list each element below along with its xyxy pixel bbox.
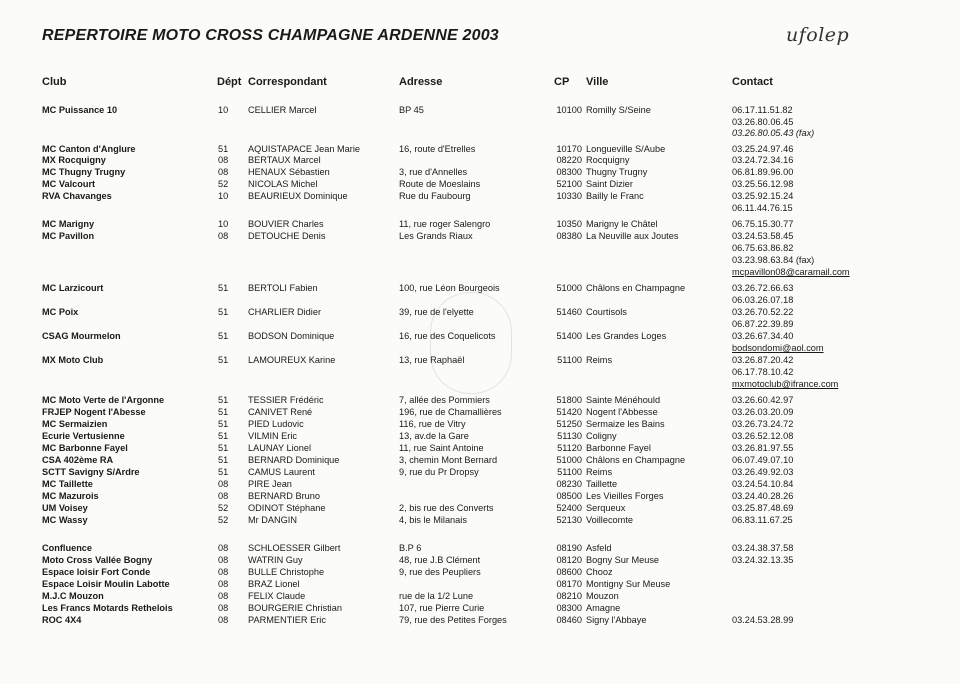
- address: 11, rue roger Salengro: [399, 219, 491, 229]
- postal-code: 10350: [556, 219, 582, 229]
- table-row: [0, 117, 960, 128]
- dept-code: 51: [218, 455, 229, 465]
- table-row: [0, 367, 960, 378]
- postal-code: 51420: [556, 407, 582, 417]
- address: 100, rue Léon Bourgeois: [399, 283, 500, 293]
- correspondant-name: BERNARD Dominique: [248, 455, 340, 465]
- postal-code: 08460: [556, 615, 582, 625]
- club-name: SCTT Savigny S/Ardre: [42, 467, 140, 477]
- contact-info: 03.26.52.12.08: [732, 431, 794, 441]
- club-name: FRJEP Nogent l'Abesse: [42, 407, 146, 417]
- header-adresse: Adresse: [399, 76, 443, 88]
- dept-code: 08: [218, 591, 229, 601]
- dept-code: 08: [218, 543, 229, 553]
- correspondant-name: BERTOLI Fabien: [248, 283, 318, 293]
- city: Taillette: [586, 479, 618, 489]
- city: Marigny le Châtel: [586, 219, 658, 229]
- club-name: MC Sermaizien: [42, 419, 108, 429]
- table-row: [0, 491, 960, 502]
- city: Serqueux: [586, 503, 626, 513]
- contact-info: 06.75.15.30.77: [732, 219, 794, 229]
- table-row: [0, 591, 960, 602]
- dept-code: 51: [218, 355, 229, 365]
- table-row: [0, 219, 960, 230]
- table-row: [0, 331, 960, 342]
- correspondant-name: BERTAUX Marcel: [248, 155, 321, 165]
- city: Montigny Sur Meuse: [586, 579, 671, 589]
- city: Coligny: [586, 431, 617, 441]
- postal-code: 51000: [556, 283, 582, 293]
- city: Les Vieilles Forges: [586, 491, 664, 501]
- address: 116, rue de Vitry: [399, 419, 466, 429]
- city: Reims: [586, 355, 613, 365]
- correspondant-name: BOUVIER Charles: [248, 219, 324, 229]
- postal-code: 08210: [556, 591, 582, 601]
- club-name: Espace loisir Fort Conde: [42, 567, 151, 577]
- contact-info: bodsondomi@aol.com: [732, 343, 824, 353]
- table-row: [0, 515, 960, 526]
- correspondant-name: ODINOT Stéphane: [248, 503, 326, 513]
- address: 48, rue J.B Clément: [399, 555, 481, 565]
- dept-code: 51: [218, 467, 229, 477]
- contact-info: 03.25.92.15.24: [732, 191, 794, 201]
- city: Nogent l'Abbesse: [586, 407, 658, 417]
- city: La Neuville aux Joutes: [586, 231, 679, 241]
- table-row: [0, 455, 960, 466]
- correspondant-name: WATRIN Guy: [248, 555, 303, 565]
- postal-code: 51130: [557, 431, 582, 441]
- address: B.P 6: [399, 543, 422, 553]
- table-row: [0, 105, 960, 116]
- dept-code: 52: [218, 179, 229, 189]
- postal-code: 10100: [556, 105, 582, 115]
- correspondant-name: BEAURIEUX Dominique: [248, 191, 348, 201]
- dept-code: 08: [218, 155, 229, 165]
- postal-code: 08600: [556, 567, 582, 577]
- city: Mouzon: [586, 591, 619, 601]
- postal-code: 10170: [556, 144, 582, 154]
- dept-code: 51: [218, 307, 229, 317]
- postal-code: 08120: [556, 555, 582, 565]
- city: Saint Dizier: [586, 179, 633, 189]
- dept-code: 08: [218, 231, 229, 241]
- table-row: [0, 503, 960, 514]
- city: Voillecomte: [586, 515, 633, 525]
- club-name: ROC 4X4: [42, 615, 82, 625]
- contact-info: mcpavillon08@caramail.com: [732, 267, 850, 277]
- contact-info: 06.17.78.10.42: [732, 367, 794, 377]
- postal-code: 08380: [556, 231, 582, 241]
- club-name: Ecurie Vertusienne: [42, 431, 125, 441]
- contact-info: mxmotoclub@ifrance.com: [732, 379, 839, 389]
- header-ville: Ville: [586, 76, 609, 88]
- contact-info: 03.24.53.28.99: [732, 615, 794, 625]
- contact-info: 06.03.26.07.18: [732, 295, 794, 305]
- dept-code: 08: [218, 479, 229, 489]
- contact-info: 03.26.72.66.63: [732, 283, 794, 293]
- postal-code: 08300: [556, 603, 582, 613]
- dept-code: 08: [218, 579, 229, 589]
- table-row: [0, 179, 960, 190]
- header-correspondant: Correspondant: [248, 76, 327, 88]
- correspondant-name: BODSON Dominique: [248, 331, 335, 341]
- table-row: [0, 155, 960, 166]
- club-name: MC Barbonne Fayel: [42, 443, 128, 453]
- contact-info: 03.24.40.28.26: [732, 491, 794, 501]
- address: 107, rue Pierre Curie: [399, 603, 485, 613]
- postal-code: 51000: [556, 455, 582, 465]
- postal-code: 51250: [556, 419, 582, 429]
- city: Sainte Ménéhould: [586, 395, 661, 405]
- dept-code: 51: [218, 431, 229, 441]
- correspondant-name: VILMIN Eric: [248, 431, 298, 441]
- dept-code: 10: [218, 219, 229, 229]
- club-name: MC Pavillon: [42, 231, 95, 241]
- contact-info: 06.75.63.86.82: [732, 243, 794, 253]
- city: Romilly S/Seine: [586, 105, 651, 115]
- club-name: MC Canton d'Anglure: [42, 144, 136, 154]
- club-name: MC Moto Verte de l'Argonne: [42, 395, 165, 405]
- club-name: MC Mazurois: [42, 491, 99, 501]
- address: 16, route d'Etrelles: [399, 144, 476, 154]
- ufolep-logo: ufolep: [786, 24, 850, 46]
- city: Reims: [586, 467, 613, 477]
- table-row: [0, 243, 960, 254]
- table-row: [0, 203, 960, 214]
- correspondant-name: PIED Ludovic: [248, 419, 304, 429]
- contact-info: 03.26.49.92.03: [732, 467, 794, 477]
- table-row: [0, 355, 960, 366]
- postal-code: 51460: [556, 307, 582, 317]
- contact-info: 03.24.32.13.35: [732, 555, 794, 565]
- address: 16, rue des Coquelicots: [399, 331, 496, 341]
- correspondant-name: LAMOUREUX Karine: [248, 355, 336, 365]
- dept-code: 08: [218, 555, 229, 565]
- city: Signy l'Abbaye: [586, 615, 647, 625]
- address: 79, rue des Petites Forges: [399, 615, 507, 625]
- postal-code: 51120: [557, 443, 582, 453]
- postal-code: 08300: [556, 167, 582, 177]
- contact-info: 03.26.87.20.42: [732, 355, 794, 365]
- city: Asfeld: [586, 543, 612, 553]
- correspondant-name: BOURGERIE Christian: [248, 603, 342, 613]
- club-name: MC Taillette: [42, 479, 93, 489]
- postal-code: 08220: [556, 155, 582, 165]
- table-row: [0, 255, 960, 266]
- address: 3, chemin Mont Bernard: [399, 455, 498, 465]
- postal-code: 52100: [556, 179, 582, 189]
- correspondant-name: CHARLIER Didier: [248, 307, 322, 317]
- correspondant-name: CAMUS Laurent: [248, 467, 315, 477]
- contact-info: 03.24.54.10.84: [732, 479, 794, 489]
- address: Les Grands Riaux: [399, 231, 473, 241]
- header-contact: Contact: [732, 76, 773, 88]
- club-name: UM Voisey: [42, 503, 88, 513]
- contact-info: 03.26.81.97.55: [732, 443, 794, 453]
- table-row: [0, 283, 960, 294]
- address: rue de la 1/2 Lune: [399, 591, 474, 601]
- address: 13, rue Raphaël: [399, 355, 465, 365]
- correspondant-name: CELLIER Marcel: [248, 105, 317, 115]
- contact-info: 03.25.24.97.46: [732, 144, 794, 154]
- club-name: MC Valcourt: [42, 179, 96, 189]
- dept-code: 51: [218, 395, 229, 405]
- address: 9, rue du Pr Dropsy: [399, 467, 479, 477]
- table-row: [0, 395, 960, 406]
- table-row: [0, 407, 960, 418]
- club-name: MC Marigny: [42, 219, 95, 229]
- contact-info: 03.24.53.58.45: [732, 231, 794, 241]
- contact-info: 03.26.70.52.22: [732, 307, 794, 317]
- dept-code: 51: [218, 407, 229, 417]
- table-row: [0, 128, 960, 139]
- dept-code: 08: [218, 615, 229, 625]
- correspondant-name: NICOLAS Michel: [248, 179, 318, 189]
- postal-code: 10330: [556, 191, 582, 201]
- contact-info: 03.26.80.05.43 (fax): [732, 128, 815, 138]
- document-title: REPERTOIRE MOTO CROSS CHAMPAGNE ARDENNE 2003: [42, 27, 499, 44]
- contact-info: 03.24.38.37.58: [732, 543, 794, 553]
- table-row: [0, 603, 960, 614]
- club-name: Les Francs Motards Rethelois: [42, 603, 173, 613]
- contact-info: 03.24.72.34.16: [732, 155, 794, 165]
- correspondant-name: Mr DANGIN: [248, 515, 297, 525]
- address: Rue du Faubourg: [399, 191, 471, 201]
- address: 196, rue de Chamallières: [399, 407, 502, 417]
- city: Rocquigny: [586, 155, 630, 165]
- city: Châlons en Champagne: [586, 455, 686, 465]
- address: 9, rue des Peupliers: [399, 567, 481, 577]
- dept-code: 10: [218, 105, 229, 115]
- table-row: [0, 167, 960, 178]
- city: Longueville S/Aube: [586, 144, 666, 154]
- address: 13, av.de la Gare: [399, 431, 469, 441]
- postal-code: 08190: [556, 543, 582, 553]
- city: Chooz: [586, 567, 613, 577]
- postal-code: 51100: [557, 355, 582, 365]
- club-name: MC Thugny Trugny: [42, 167, 126, 177]
- correspondant-name: PIRE Jean: [248, 479, 292, 489]
- club-name: MX Rocquigny: [42, 155, 106, 165]
- correspondant-name: CANIVET René: [248, 407, 313, 417]
- club-name: RVA Chavanges: [42, 191, 112, 201]
- correspondant-name: TESSIER Frédéric: [248, 395, 324, 405]
- table-row: [0, 379, 960, 390]
- postal-code: 08170: [556, 579, 582, 589]
- table-row: [0, 567, 960, 578]
- contact-info: 03.23.98.63.84 (fax): [732, 255, 815, 265]
- postal-code: 52400: [556, 503, 582, 513]
- contact-info: 03.26.73.24.72: [732, 419, 794, 429]
- address: 11, rue Saint Antoine: [399, 443, 484, 453]
- correspondant-name: BERNARD Bruno: [248, 491, 320, 501]
- dept-code: 51: [218, 443, 229, 453]
- table-row: [0, 555, 960, 566]
- dept-code: 51: [218, 283, 229, 293]
- table-row: [0, 579, 960, 590]
- contact-info: 03.26.03.20.09: [732, 407, 794, 417]
- contact-info: 03.25.87.48.69: [732, 503, 794, 513]
- city: Bogny Sur Meuse: [586, 555, 660, 565]
- address: 3, rue d'Annelles: [399, 167, 468, 177]
- dept-code: 52: [218, 503, 229, 513]
- dept-code: 51: [218, 144, 229, 154]
- contact-info: 06.87.22.39.89: [732, 319, 794, 329]
- contact-info: 03.26.60.42.97: [732, 395, 794, 405]
- postal-code: 52130: [556, 515, 582, 525]
- contact-info: 03.25.56.12.98: [732, 179, 794, 189]
- table-row: [0, 479, 960, 490]
- correspondant-name: AQUISTAPACE Jean Marie: [248, 144, 360, 154]
- city: Châlons en Champagne: [586, 283, 686, 293]
- club-name: Espace Loisir Moulin Labotte: [42, 579, 170, 589]
- club-name: MC Puissance 10: [42, 105, 118, 115]
- city: Sermaize les Bains: [586, 419, 665, 429]
- club-name: CSAG Mourmelon: [42, 331, 121, 341]
- contact-info: 03.26.80.06.45: [732, 117, 794, 127]
- correspondant-name: FELIX Claude: [248, 591, 306, 601]
- header-club: Club: [42, 76, 67, 88]
- dept-code: 51: [218, 419, 229, 429]
- table-row: [0, 231, 960, 242]
- contact-info: 06.07.49.07.10: [732, 455, 794, 465]
- table-row: [0, 343, 960, 354]
- dept-code: 52: [218, 515, 229, 525]
- dept-code: 08: [218, 167, 229, 177]
- correspondant-name: BRAZ Lionel: [248, 579, 300, 589]
- correspondant-name: DETOUCHE Denis: [248, 231, 326, 241]
- club-name: MC Larzicourt: [42, 283, 104, 293]
- table-row: [0, 419, 960, 430]
- dept-code: 51: [218, 331, 229, 341]
- address: 39, rue de l'elyette: [399, 307, 474, 317]
- city: Amagne: [586, 603, 621, 613]
- table-row: [0, 191, 960, 202]
- table-row: [0, 144, 960, 155]
- address: 7, allée des Pommiers: [399, 395, 490, 405]
- club-name: CSA 402ème RA: [42, 455, 114, 465]
- club-name: MC Poix: [42, 307, 79, 317]
- contact-info: 06.17.11.51.82: [732, 105, 793, 115]
- club-name: Moto Cross Vallée Bogny: [42, 555, 153, 565]
- correspondant-name: LAUNAY Lionel: [248, 443, 311, 453]
- correspondant-name: SCHLOESSER Gilbert: [248, 543, 341, 553]
- correspondant-name: PARMENTIER Eric: [248, 615, 326, 625]
- address: 2, bis rue des Converts: [399, 503, 494, 513]
- table-row: [0, 615, 960, 626]
- club-name: MX Moto Club: [42, 355, 104, 365]
- table-row: [0, 543, 960, 554]
- table-row: [0, 267, 960, 278]
- contact-info: 06.81.89.96.00: [732, 167, 794, 177]
- postal-code: 51100: [557, 467, 582, 477]
- table-row: [0, 307, 960, 318]
- address: BP 45: [399, 105, 424, 115]
- table-row: [0, 467, 960, 478]
- header-dept: Dépt: [217, 76, 242, 88]
- header-cp: CP: [554, 76, 570, 88]
- correspondant-name: HENAUX Sébastien: [248, 167, 330, 177]
- contact-info: 03.26.67.34.40: [732, 331, 794, 341]
- club-name: Confluence: [42, 543, 93, 553]
- city: Thugny Trugny: [586, 167, 648, 177]
- dept-code: 08: [218, 567, 229, 577]
- club-name: M.J.C Mouzon: [42, 591, 104, 601]
- contact-info: 06.11.44.76.15: [732, 203, 793, 213]
- table-row: [0, 431, 960, 442]
- dept-code: 08: [218, 603, 229, 613]
- dept-code: 10: [218, 191, 229, 201]
- postal-code: 51400: [556, 331, 582, 341]
- table-row: [0, 319, 960, 330]
- city: Bailly le Franc: [586, 191, 644, 201]
- table-row: [0, 295, 960, 306]
- address: Route de Moeslains: [399, 179, 481, 189]
- correspondant-name: BULLE Christophe: [248, 567, 325, 577]
- contact-info: 06.83.11.67.25: [732, 515, 793, 525]
- city: Courtisols: [586, 307, 627, 317]
- address: 4, bis le Milanais: [399, 515, 467, 525]
- club-name: MC Wassy: [42, 515, 88, 525]
- postal-code: 08230: [556, 479, 582, 489]
- postal-code: 51800: [556, 395, 582, 405]
- table-row: [0, 443, 960, 454]
- dept-code: 08: [218, 491, 229, 501]
- city: Les Grandes Loges: [586, 331, 667, 341]
- postal-code: 08500: [556, 491, 582, 501]
- city: Barbonne Fayel: [586, 443, 651, 453]
